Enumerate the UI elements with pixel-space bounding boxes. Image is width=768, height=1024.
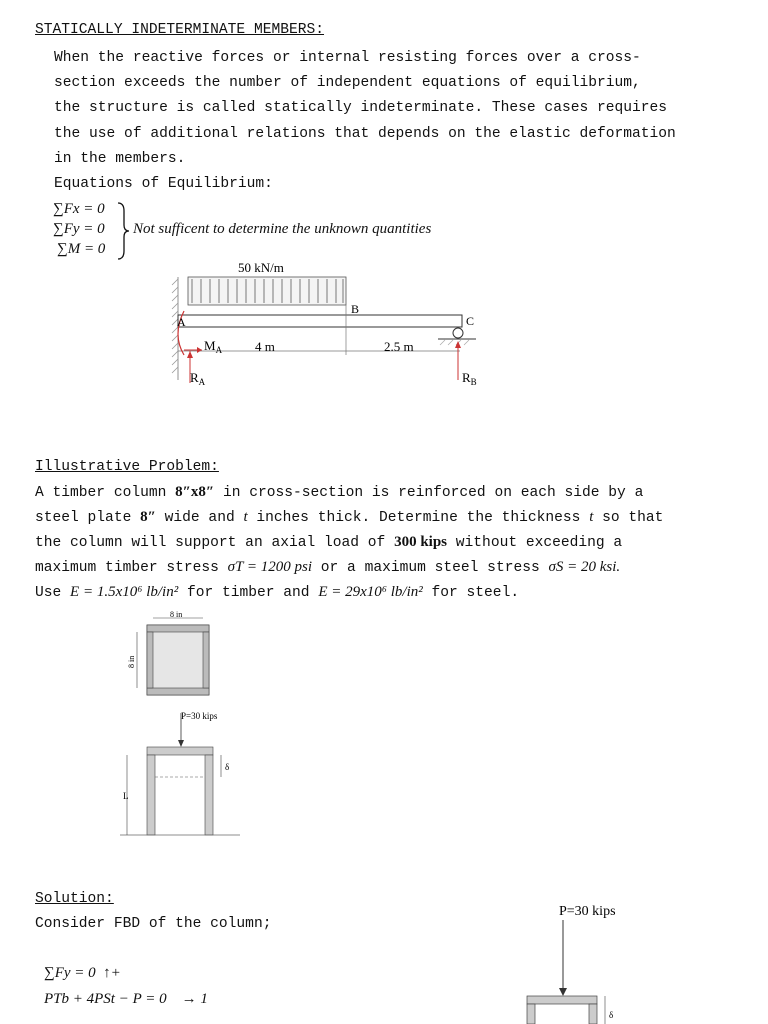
solution-heading: Solution: bbox=[35, 891, 114, 907]
intro-paragraph bbox=[54, 46, 754, 197]
reaction-b-label: $R_B$ bbox=[462, 370, 477, 387]
span1-label: 4 m bbox=[255, 339, 275, 354]
length-label: L bbox=[123, 791, 129, 801]
label-c: C bbox=[466, 314, 475, 328]
label-b: B bbox=[351, 302, 360, 316]
fbd-load-label: P=30 kips bbox=[559, 904, 616, 919]
cross-section-figure bbox=[125, 610, 225, 700]
moment-label: $M_A$ bbox=[204, 338, 223, 355]
brace bbox=[116, 201, 130, 261]
equation-fx: ∑Fx = 0 bbox=[53, 201, 105, 217]
load-label: 50 kN/m bbox=[238, 260, 284, 275]
equation-m: ∑M = 0 bbox=[57, 241, 106, 257]
solution-equation-2: PTb + 4PSt − P = 0 → 1 bbox=[44, 991, 208, 1007]
equilibrium-note: Not sufficent to determine the unknown quantities bbox=[133, 221, 432, 237]
problem-line-4: maximum timber stress σT = 1200 psi or a maximum steel stress σS = 20 ksi. bbox=[35, 559, 621, 576]
fbd-figure bbox=[505, 900, 625, 1024]
text-line: the use of additional relations that depends on the elastic deformation bbox=[54, 125, 676, 142]
label-a: A bbox=[177, 315, 186, 329]
column-figure bbox=[115, 707, 245, 842]
beam-diagram bbox=[170, 255, 500, 395]
text-line: section exceeds the number of independent equations of equilibrium, bbox=[54, 75, 641, 92]
delta-label: δ bbox=[225, 762, 230, 772]
problem-heading: Illustrative Problem: bbox=[35, 459, 219, 475]
problem-line-3: the column will support an axial load of 300 kips without exceeding a bbox=[35, 534, 623, 551]
fbd-delta-label: δ bbox=[609, 1010, 614, 1020]
text-line: When the reactive forces or internal resisting forces over a cross- bbox=[54, 50, 641, 66]
height-label: 8 in bbox=[127, 655, 136, 668]
column-load-label: P=30 kips bbox=[181, 711, 218, 721]
reaction-a-label: $R_A$ bbox=[190, 370, 206, 387]
text-line: the structure is called statically indeterminate. These cases requires bbox=[54, 100, 668, 117]
problem-line-2: steel plate 8″ wide and t inches thick. Determine the thickness t so that bbox=[35, 509, 664, 526]
span2-label: 2.5 m bbox=[384, 339, 414, 354]
problem-line-1: A timber column 8″x8″ in cross-section is reinforced on each side by a bbox=[35, 484, 644, 501]
equations-heading: Equations of Equilibrium: bbox=[54, 176, 273, 193]
text-line: in the members. bbox=[54, 150, 186, 167]
solution-equation-1: ∑Fy = 0 ↑+ bbox=[44, 965, 121, 981]
section-heading: STATICALLY INDETERMINATE MEMBERS: bbox=[35, 22, 325, 38]
equation-fy: ∑Fy = 0 bbox=[53, 221, 105, 237]
solution-line-1: Consider FBD of the column; bbox=[35, 916, 272, 932]
width-label: 8 in bbox=[170, 610, 183, 619]
problem-line-5: Use E = 1.5x10⁶ lb/in² for timber and E = 29x10⁶ lb/in² for steel. bbox=[35, 584, 520, 601]
